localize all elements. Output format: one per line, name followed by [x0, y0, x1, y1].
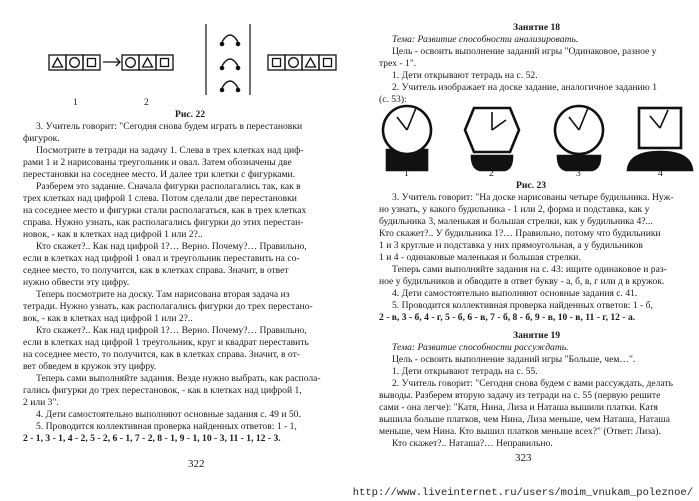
text-line: выводы. Разберем вторую задачу из тетради на с. 55 (первую решите: [379, 390, 661, 401]
text-line: новок, - как в клетках над цифрой 1 или 2?..: [23, 229, 203, 240]
text-line: трех - 1".: [379, 58, 417, 69]
answers-line: 2 - 1, 3 - 1, 4 - 2, 5 - 2, 6 - 1, 7 - 2, 8 - 1, 9 - 1, 10 - 3, 11 - 1, 12 - 3.: [23, 433, 281, 444]
figure-caption: Рис. 22: [175, 109, 206, 120]
text-line: если в клетках над цифрой 1 овал и треугольник переставить на со-: [23, 253, 300, 264]
text-line: перестановки на соседнее место. И далее три клетки с фигурками.: [23, 169, 296, 180]
text-line: на соседнее место, то получится, как в клетках справа. Значит, в от-: [23, 349, 300, 360]
text-line: 5. Проводится коллективная проверка найденных ответов: 1 - 1,: [36, 421, 297, 432]
clock-3: [555, 106, 603, 170]
figure-22: [0, 0, 350, 110]
page-number-left: 322: [188, 458, 205, 470]
text-line: гались фигурки до трех перестановок, - как в клетках над цифрой 1,: [23, 385, 302, 396]
text-line: вет обведем в кружок эту цифру.: [23, 361, 157, 372]
text-line: Кто скажет?.. У будильника 1?… Правильно, потому что будильники: [379, 228, 661, 239]
clock-label-2: 2: [489, 168, 494, 179]
swap-arcs: [220, 35, 239, 92]
lesson-title-18: Занятие 18: [513, 22, 561, 33]
text-line: Разберем это задание. Сначала фигурки располагались так, как в: [36, 181, 301, 192]
text-line: Посмотрите в тетради на задачу 1. Слева в трех клетках над циф-: [36, 145, 304, 156]
text-line: Теперь сами выполняйте задания на с. 43: ищите одинаковое и раз-: [392, 264, 667, 275]
text-line: но узнать, у какого будильника - 1 или 2, форма и подставка, как у: [379, 204, 650, 215]
swap-arrows-left-2: [122, 55, 173, 70]
text-line: Кто скажет?.. Как над цифрой 1?… Верно. Почему?… Правильно,: [36, 241, 307, 252]
text-line: тетради. Нужно узнать, как располагались фигурки до трех перестано-: [23, 301, 313, 312]
watermark-url: http://www.liveinternet.ru/users/moim_vnukam_poleznoe/: [352, 487, 693, 499]
text-line: меньше, чем Нина. Кто вышил платков меньше всех?" (Ответ: Лиза).: [379, 426, 661, 437]
text-line: будильника 3, маленькая и большая стрелки, как у будильника 4?...: [379, 216, 653, 227]
text-line: рами 1 и 2 нарисованы треугольник и овал. Затем обозначены две: [23, 157, 292, 168]
text-line: 1. Дети открывают тетрадь на с. 55.: [392, 366, 538, 377]
text-line: 1 и 4 - одинаковые маленькая и большая стрелки.: [379, 252, 581, 263]
clock-label-3: 3: [576, 168, 581, 179]
swap-arrows-left: [103, 58, 120, 66]
cells-row-right: [268, 55, 336, 70]
text-line: 3. Учитель говорит: "Сегодня снова будем играть в перестановки: [36, 121, 303, 132]
clock-1: [383, 106, 431, 170]
text-line: Кто скажет?.. Наташа?… Неправильно.: [392, 438, 553, 449]
figure-label-2: 2: [144, 97, 149, 108]
text-line: вок, - как в клетках над цифрой 1 или 2?..: [23, 313, 193, 324]
text-line: Цель - освоить выполнение заданий игры "Больше, чем…".: [392, 354, 636, 365]
text-line: Кто скажет?.. Как над цифрой 1?… Верно. Почему?… Правильно,: [36, 325, 307, 336]
figure-23-clocks: [350, 0, 699, 200]
text-line: нужно обвести эту цифру.: [23, 277, 130, 288]
page-number-right: 323: [515, 452, 532, 464]
text-line: Тема: Развитие способности рассуждать.: [392, 342, 569, 353]
lesson-title-19: Занятие 19: [513, 330, 561, 341]
text-line: седнее место, то получится, как в клетках справа. Значит, в ответ: [23, 265, 289, 276]
text-line: на соседнее место и фигурки стали располагаться, как в трех клетках: [23, 205, 307, 216]
text-line: Теперь сами выполняйте задания. Везде нужно выбрать, как распола-: [36, 373, 321, 384]
text-line: Цель - освоить выполнение заданий игры "Одинаковое, разное у: [392, 46, 657, 57]
text-line: (с. 53):: [379, 94, 407, 105]
text-line: фигурок.: [23, 133, 60, 144]
clock-label-4: 4: [658, 168, 663, 179]
text-line: Теперь посмотрите на доску. Там нарисована вторая задача из: [36, 289, 290, 300]
clock-2: [465, 108, 519, 170]
text-line: Тема: Развитие способности анализировать.: [392, 34, 579, 45]
cells-row-left: [49, 55, 100, 70]
right-page: [350, 0, 699, 501]
text-line: справа. Нужно узнать, как располагались фигурки до этих перестан-: [23, 217, 304, 228]
text-line: вышила больше платков, чем Нина, Лиза меньше, чем Наташа, Наташа: [379, 414, 670, 425]
text-line: 5. Проводится коллективная проверка найденных ответов: 1 - б,: [392, 300, 653, 311]
text-line: 4. Дети самостоятельно выполняют основные задания с. 41.: [392, 288, 638, 299]
text-line: 1. Дети открывают тетрадь на с. 52.: [392, 70, 538, 81]
text-line: 1 и 3 круглые и подставка у них прямоугольная, а у будильников: [379, 240, 643, 251]
text-line: 4. Дети самостоятельно выполняют основные задания с. 49 и 50.: [36, 409, 301, 420]
clock-4: [628, 108, 692, 170]
figure-label-1: 1: [73, 97, 78, 108]
figure-caption: Рис. 23: [516, 180, 547, 191]
text-line: 2. Учитель говорит: "Сегодня снова будем с вами рассуждать, делать: [392, 378, 674, 389]
text-line: если в клетках над цифрой 1 треугольник, круг и квадрат переставить: [23, 337, 309, 348]
text-line: ное у будильников и обводите в ответ букву - а, б, в, г или д в кружок.: [379, 276, 665, 287]
text-line: 2. Учитель изображает на доске задание, аналогичное заданию 1: [392, 82, 657, 93]
text-line: 3. Учитель говорит: "На доске нарисованы четыре будильника. Нуж-: [392, 192, 674, 203]
answers-line: 2 - в, 3 - б, 4 - г, 5 - б, 6 - в, 7 - б, 8 - б, 9 - в, 10 - в, 11 - г, 12 - а.: [379, 312, 636, 323]
text-line: трех клетках над цифрой 1 слева. Потом сделали две перестановки: [23, 193, 297, 204]
text-line: сами - она легче): "Катя, Нина, Лиза и Наташа вышили платки. Катя: [379, 402, 658, 413]
text-line: 2 или 3".: [23, 397, 59, 408]
clock-label-1: 1: [404, 168, 409, 179]
